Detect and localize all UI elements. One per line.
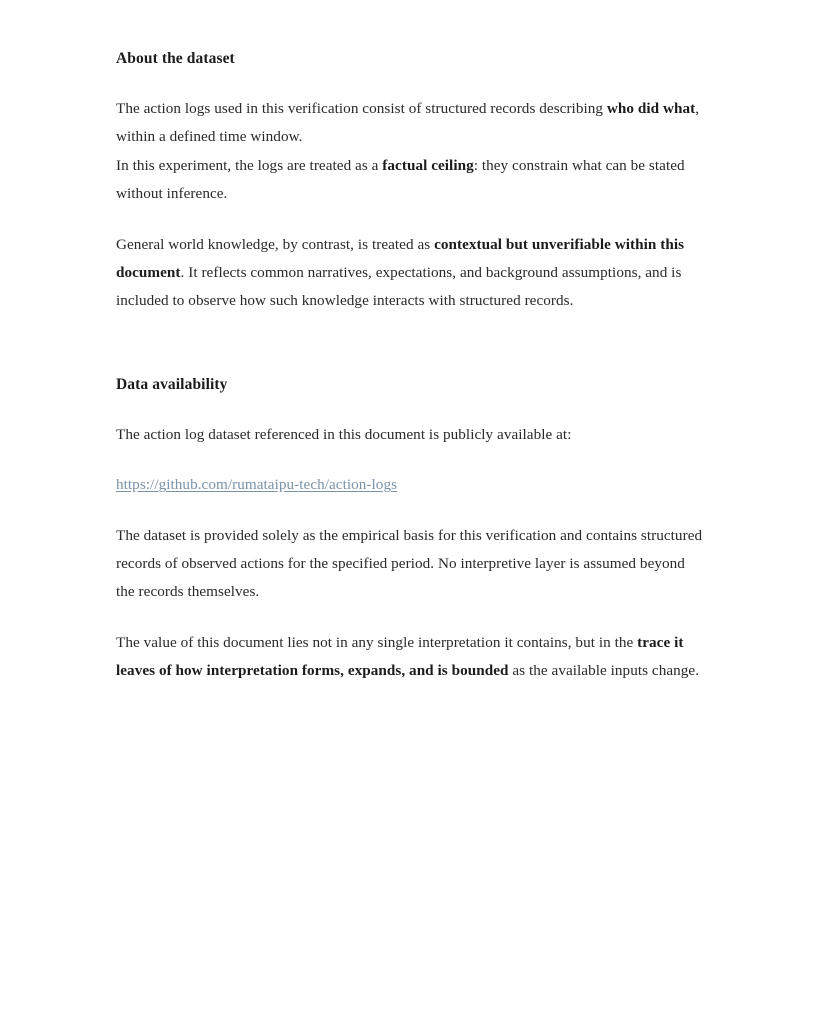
heading-data-availability: Data availability — [116, 375, 228, 393]
spacer — [116, 607, 707, 629]
spacer — [116, 72, 707, 95]
paragraph-action-logs — [116, 95, 707, 152]
paragraph-bold-run: contextual but unverifiable within this document — [116, 235, 685, 282]
paragraph-document-value — [116, 629, 707, 686]
paragraph-dataset-availability-intro: The action log dataset referenced in this document is publicly available at: — [116, 425, 572, 443]
paragraph-bold-run: trace it leaves of how interpretation forms, expands, and is bounded — [116, 633, 684, 680]
paragraph-text-run: as the available inputs change. — [508, 662, 700, 680]
paragraph-text-run: In this experiment, the logs are treated as a — [116, 156, 383, 174]
paragraph-general-world-knowledge — [116, 231, 707, 316]
paragraph-text-run: : they constrain what can be stated without inference. — [116, 156, 685, 203]
paragraph-text-run: . It reflects common narratives, expectations, and background assumptions, and is included to observe how such knowledge interacts with structured records. — [116, 264, 682, 310]
paragraph-factual-ceiling — [116, 152, 707, 209]
paragraph-dataset-empirical-basis: The dataset is provided solely as the empirical basis for this verification and contains structured records of observed actions for the specified period. No interpretive layer is assumed beyond the records themselves. — [116, 526, 703, 601]
paragraph-bold-run: who did what — [606, 100, 696, 117]
paragraph-text-run: General world knowledge, by contrast, is treated as — [116, 235, 435, 253]
spacer — [116, 398, 707, 421]
paragraph-text-run: The value of this document lies not in any single interpretation it contains, but in the — [116, 633, 638, 651]
heading-about-the-dataset: About the dataset — [116, 50, 235, 67]
paragraph-text-run: , within a defined time window. — [116, 100, 700, 146]
spacer — [116, 500, 707, 522]
spacer — [116, 449, 707, 471]
paragraph-text-run: The action logs used in this verification consist of structured records describing — [116, 100, 607, 117]
paragraph-bold-run: factual ceiling — [382, 156, 474, 174]
spacer — [116, 209, 707, 231]
document-content — [116, 46, 707, 686]
dataset-repository-link[interactable]: https://github.com/rumataipu-tech/action-logs — [116, 476, 398, 494]
spacer — [116, 316, 707, 372]
dataset-link-row — [116, 471, 707, 499]
